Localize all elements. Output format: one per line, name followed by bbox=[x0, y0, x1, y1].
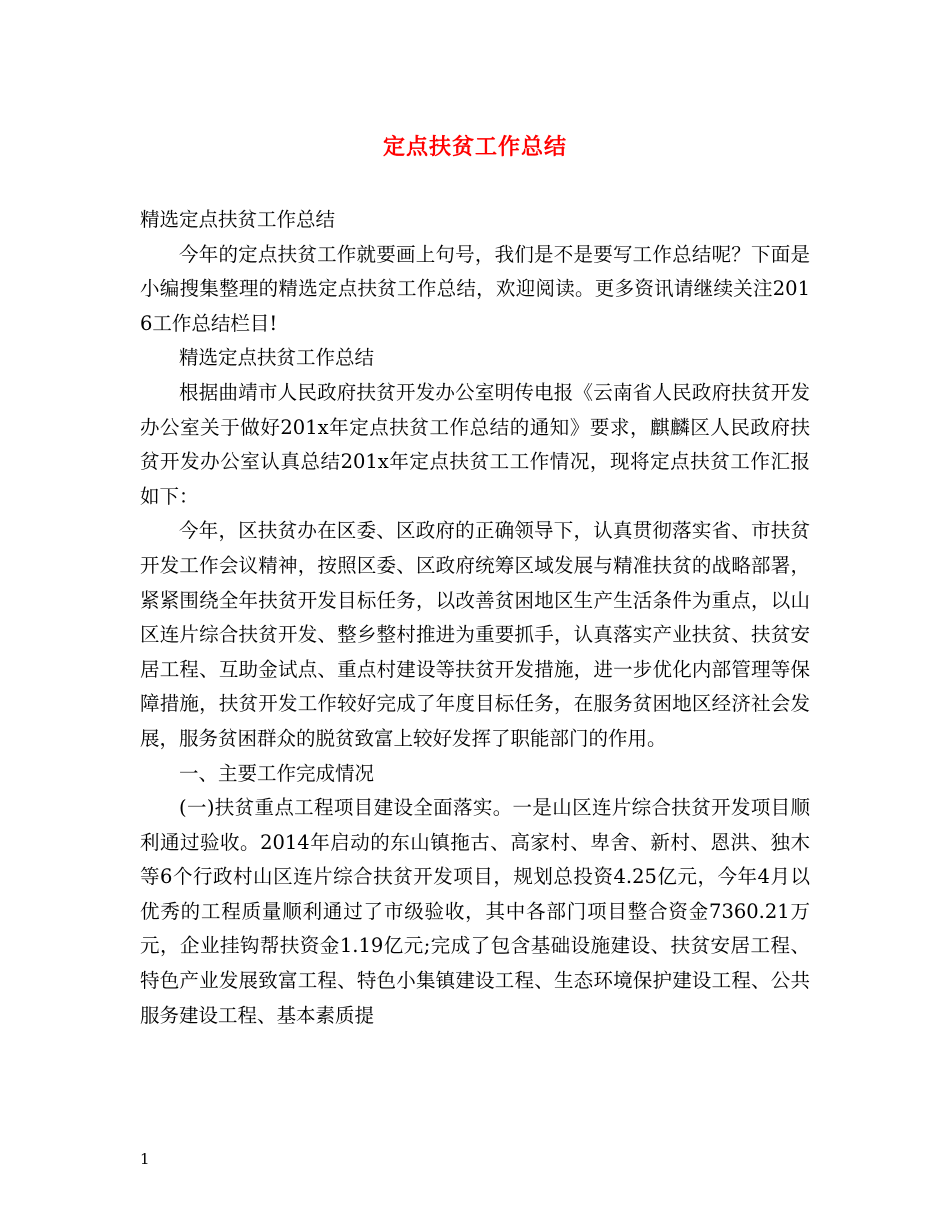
paragraph: 今年，区扶贫办在区委、区政府的正确领导下，认真贯彻落实省、市扶贫开发工作会议精神，按照区委、区政府统筹区域发展与精准扶贫的战略部署，紧紧围绕全年扶贫开发目标任务，以改善贫困地区生产生活条件为重点，以山区连片综合扶贫开发、整乡整村推进为重要抓手，认真落实产业扶贫、扶贫安居工程、互助金试点、重点村建设等扶贫开发措施，进一步优化内部管理等保障措施，扶贫开发工作较好完成了年度目标任务，在服务贫困地区经济社会发展，服务贫困群众的脱贫致富上较好发挥了职能部门的作用。 bbox=[140, 519, 810, 750]
paragraph: 根据曲靖市人民政府扶贫开发办公室明传电报《云南省人民政府扶贫开发办公室关于做好201x年定点扶贫工作总结的通知》要求，麒麟区人民政府扶贫开发办公室认真总结201x年定点扶贫工工作情况，现将定点扶贫工作汇报如下： bbox=[140, 380, 810, 508]
paragraph: (一)扶贫重点工程项目建设全面落实。一是山区连片综合扶贫开发项目顺利通过验收。2014年启动的东山镇拖古、高家村、卑舍、新村、恩洪、独木等6个行政村山区连片综合扶贫开发项目，规划总投资4.25亿元，今年4月以优秀的工程质量顺利通过了市级验收，其中各部门项目整合资金7360.21万元，企业挂钩帮扶资金1.19亿元;完成了包含基础设施建设、扶贫安居工程、特色产业发展致富工程、特色小集镇建设工程、生态环境保护建设工程、公共服务建设工程、基本素质提 bbox=[140, 796, 810, 1027]
document-body bbox=[140, 203, 810, 1033]
paragraph: 精选定点扶贫工作总结 bbox=[179, 346, 375, 370]
paragraph: 一、主要工作完成情况 bbox=[179, 761, 375, 785]
page-number: 1 bbox=[140, 1150, 150, 1168]
paragraph: 今年的定点扶贫工作就要画上句号，我们是不是要写工作总结呢？下面是小编搜集整理的精选定点扶贫工作总结，欢迎阅读。更多资讯请继续关注2016工作总结栏目! bbox=[140, 242, 810, 335]
paragraph: 精选定点扶贫工作总结 bbox=[140, 208, 336, 231]
document-title: 定点扶贫工作总结 bbox=[382, 134, 567, 160]
